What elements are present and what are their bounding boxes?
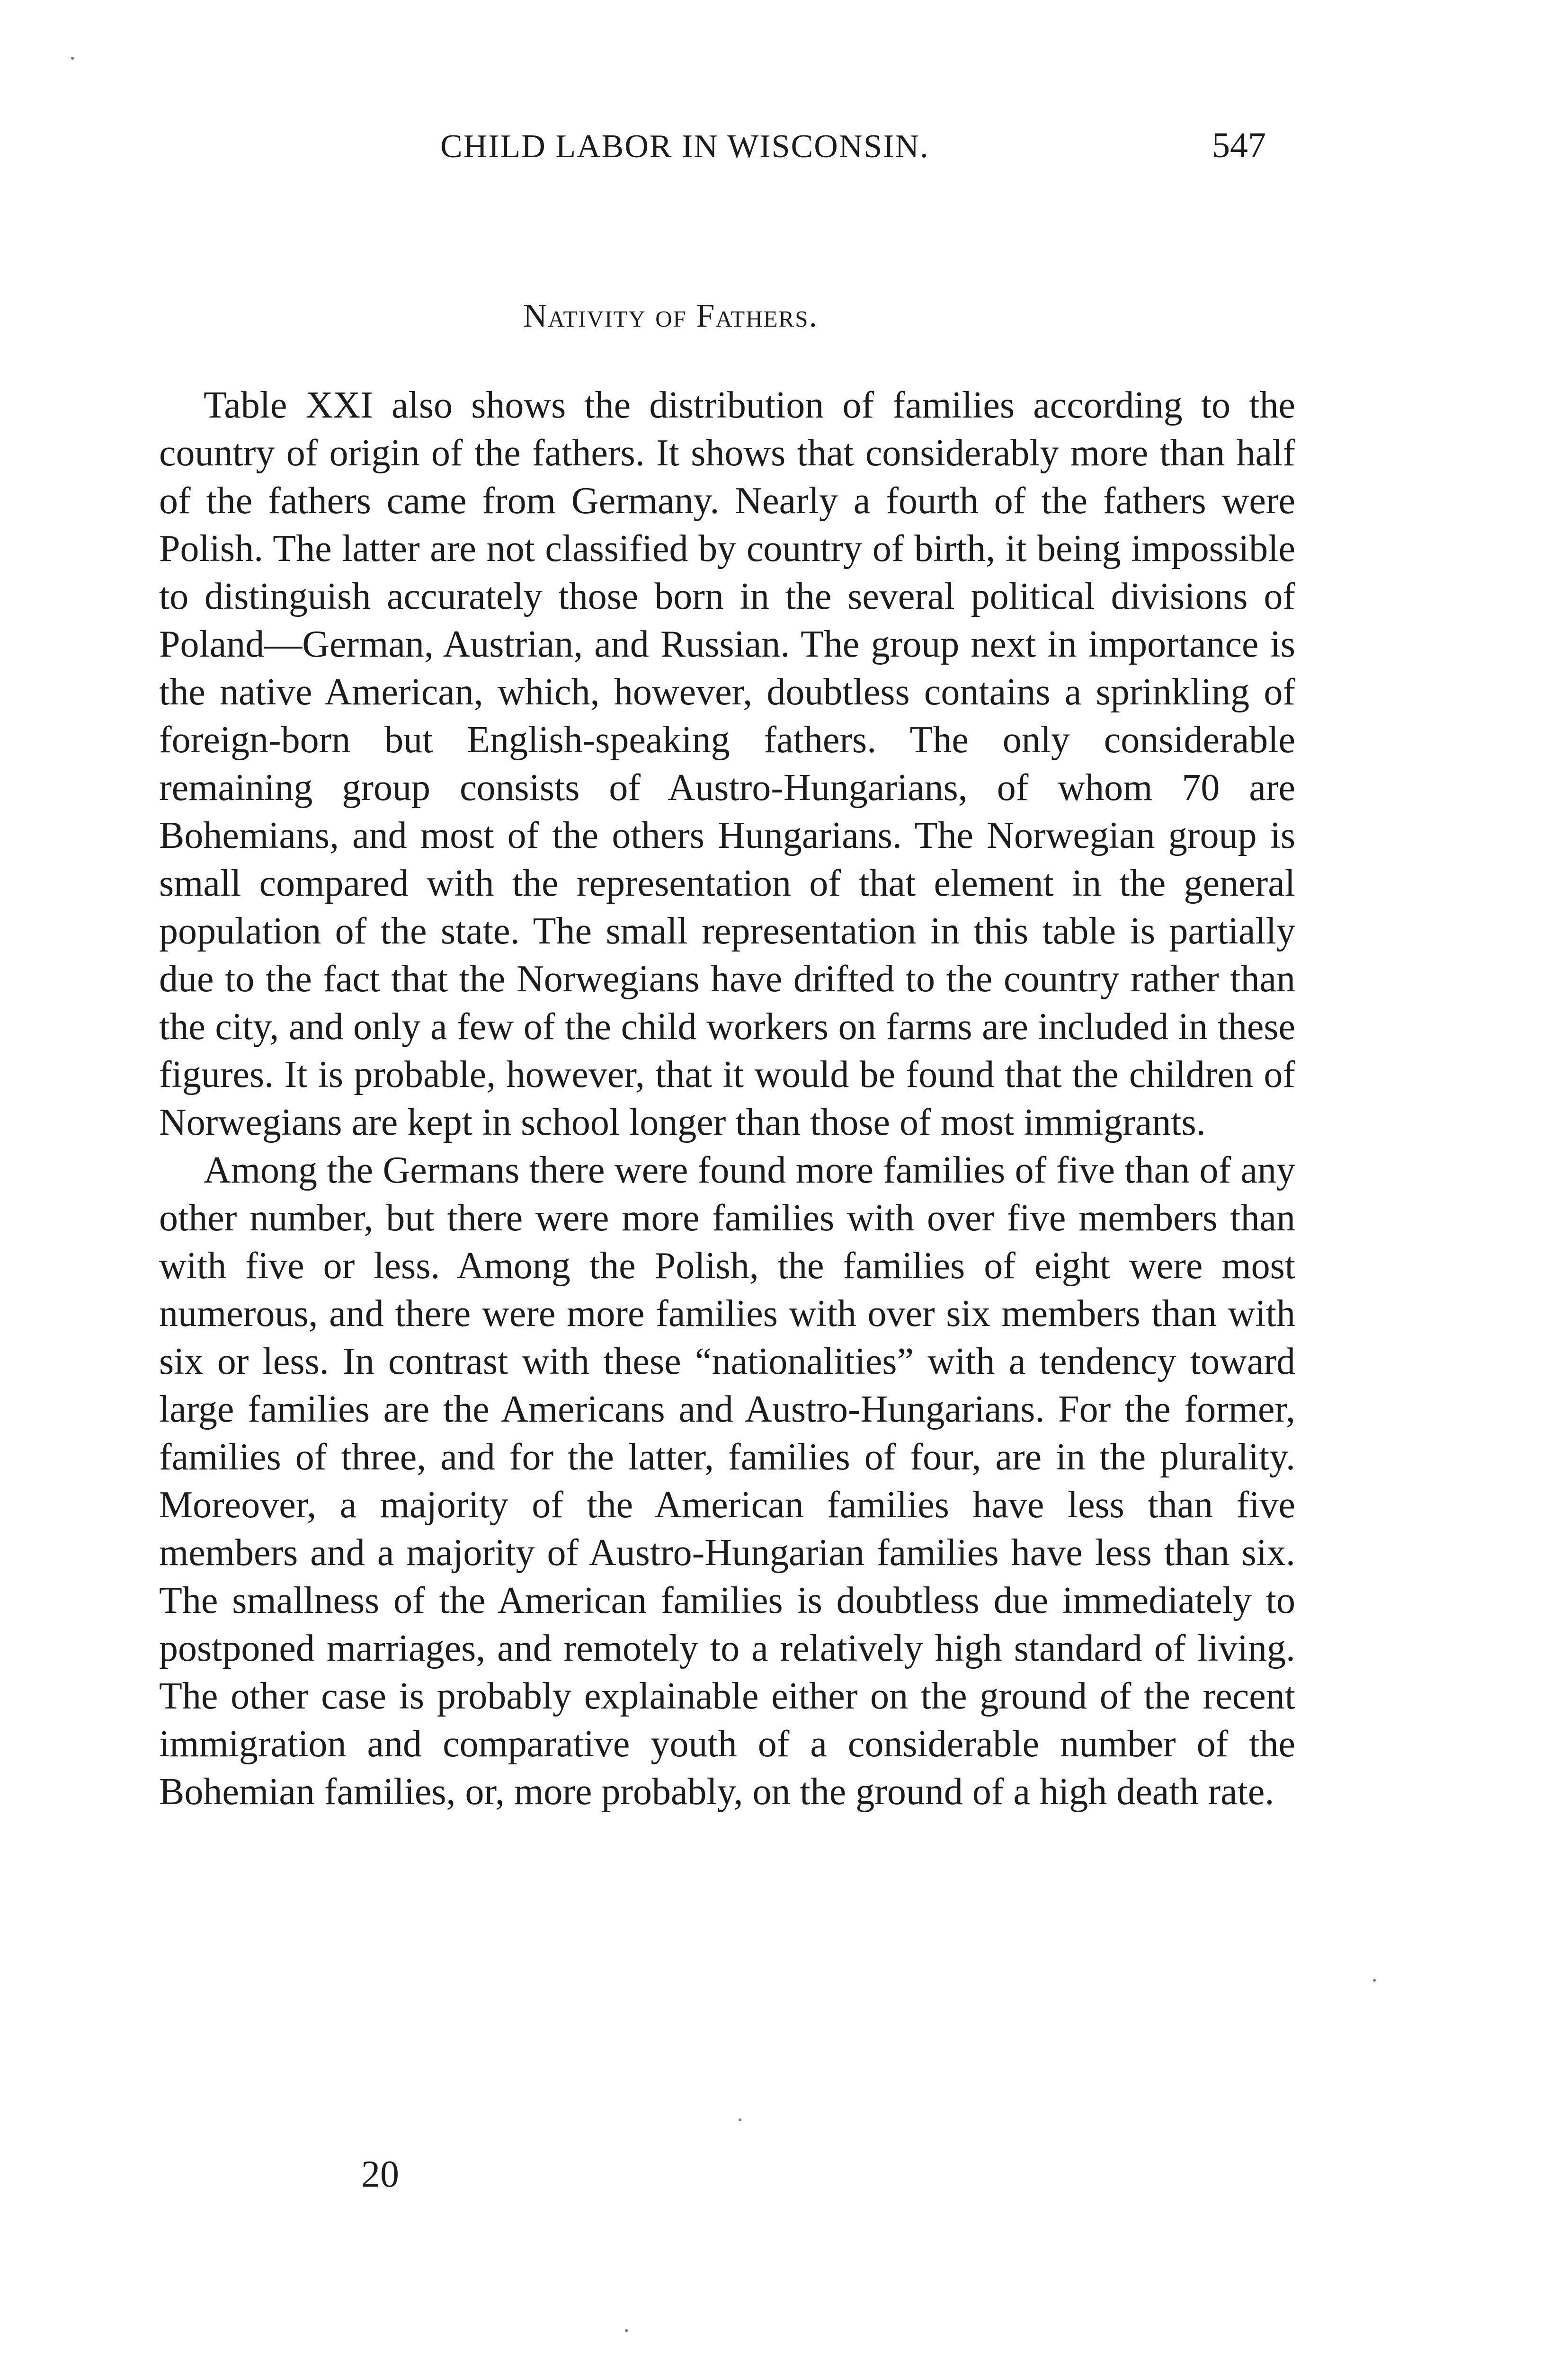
paper-speck	[71, 57, 74, 60]
signature-mark: 20	[361, 2153, 399, 2195]
body-text	[159, 382, 1295, 1816]
running-title: CHILD LABOR IN WISCONSIN.	[440, 128, 929, 165]
paper-speck	[1373, 1979, 1376, 1982]
paragraph: Table XXI also shows the distribution of families according to the country of origin of the fathers. It shows that considerably more than half of the fathers came from Germany. Nearly a fourth of the fathers were Polish. The latter are not classified by country of birth, it being impossible to distinguish accurately those born in the several political divisions of Poland—German, Austrian, and Russian. The group next in importance is the native American, which, however, doubtless contains a sprinkling of foreign-born but English-speaking fathers. The only considerable remaining group consists of Austro-Hungarians, of whom 70 are Bohemians, and most of the others Hungarians. The Norwegian group is small compared with the representation of that element in the general population of the state. The small representation in this table is partially due to the fact that the Norwegians have drifted to the country rather than the city, and only a few of the child workers on farms are included in these figures. It is probable, however, that it would be found that the children of Norwegians are kept in school longer than those of most immigrants.	[159, 384, 1295, 1143]
page-number: 547	[1212, 125, 1266, 165]
paper-speck	[739, 2118, 741, 2121]
paper-speck	[625, 2329, 628, 2332]
paragraph: Among the Germans there were found more families of five than of any other number, but there were more families with over five members than with five or less. Among the Polish, the families of eight were most numerous, and there were more families with over six members than with six or less. In contrast with these “nationalities” with a tendency toward large families are the Americans and Austro-Hungarians. For the former, families of three, and for the latter, families of four, are in the plurality. Moreover, a majority of the American families have less than five members and a majority of Austro-Hungarian families have less than six. The smallness of the American families is doubtless due immediately to postponed marriages, and remotely to a relatively high standard of living. The other case is probably explainable either on the ground of the recent immigration and comparative youth of a considerable number of the Bohemian families, or, more probably, on the ground of a high death rate.	[159, 1149, 1295, 1813]
section-heading: Nativity of Fathers.	[523, 298, 818, 334]
